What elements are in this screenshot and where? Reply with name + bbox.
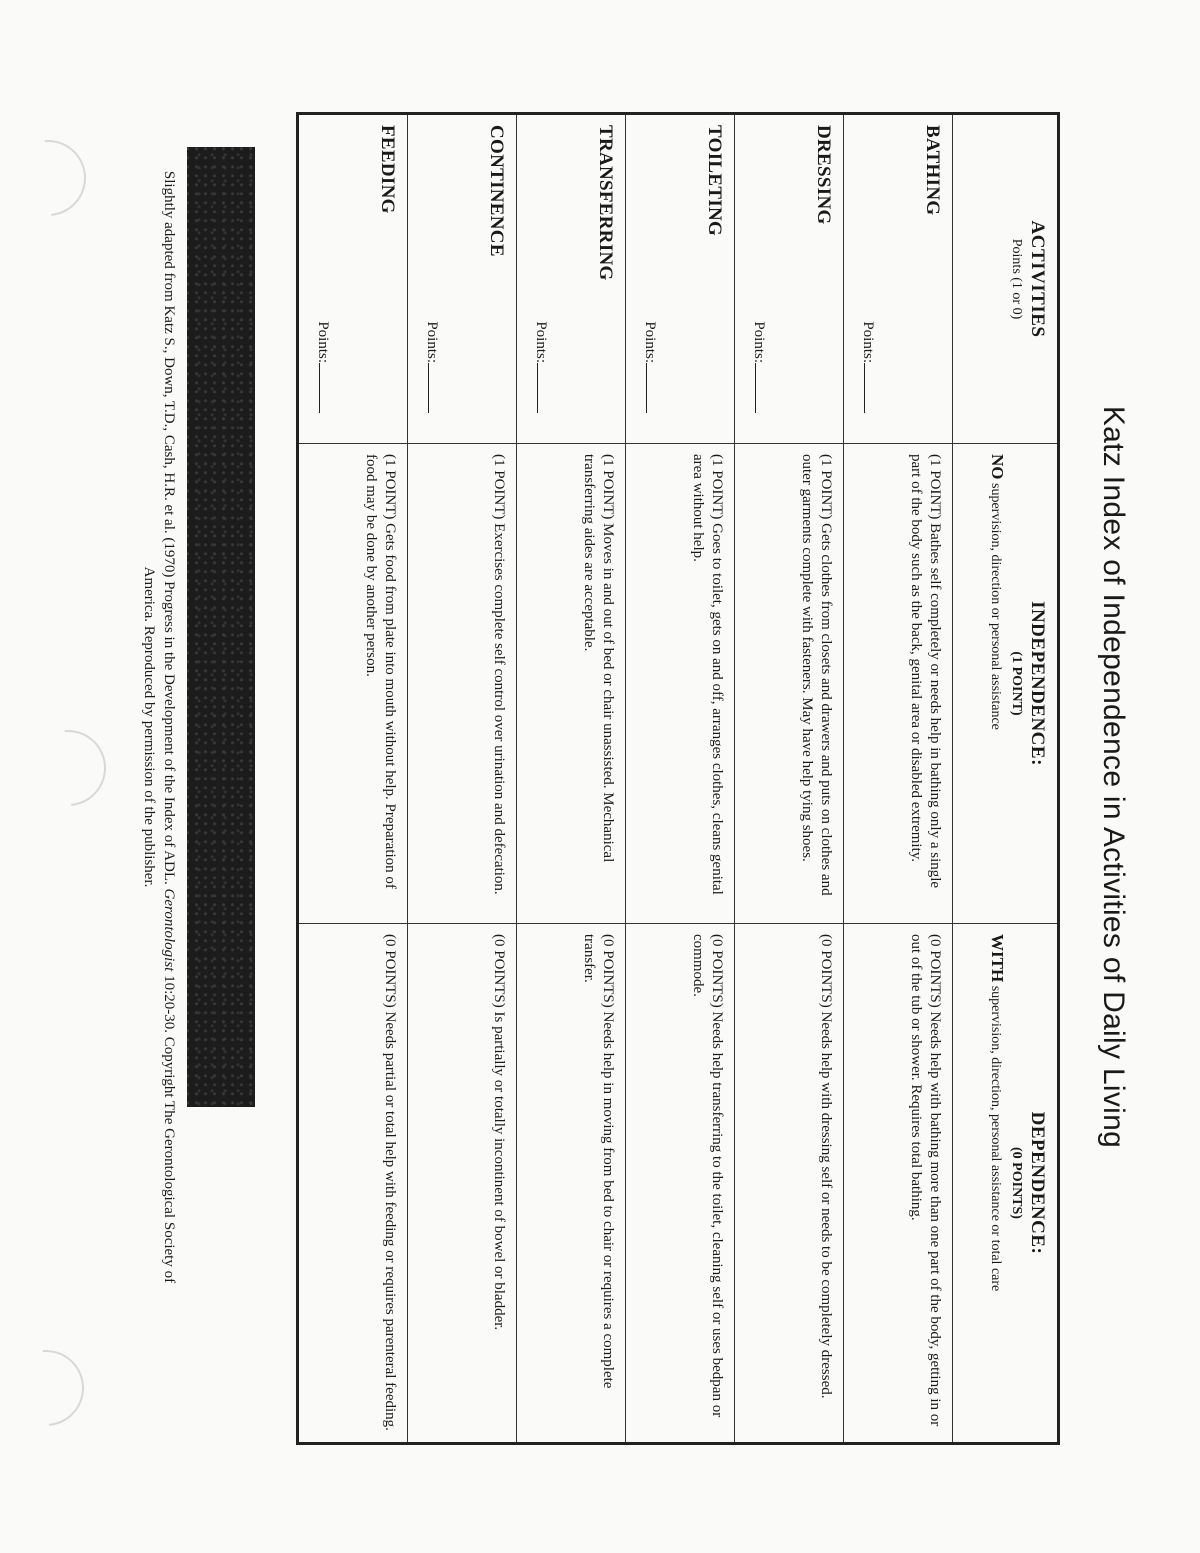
points-label: Points:: [641, 320, 658, 363]
katz-adl-table: [296, 112, 1060, 1445]
activity-name: DRESSING: [813, 124, 834, 225]
independence-description: (1 POINT) Gets clothes from closets and drawers and puts on clothes and outer garments complete with fasteners. May have help tying shoes.: [735, 443, 844, 923]
header-dependence-points: (0 POINTS): [1009, 1146, 1025, 1219]
dependence-description: (0 POINTS) Is partially or totally incontinent of bowel or bladder.: [408, 923, 517, 1443]
points-blank-input[interactable]: [646, 363, 661, 413]
table-header-row: [953, 113, 1059, 1443]
document-title: Katz Index of Independence in Activities of Daily Living: [1097, 405, 1130, 1148]
header-dependence-description: [986, 934, 1008, 1432]
header-independence-description: [986, 454, 1008, 913]
points-field: [313, 321, 334, 413]
dependence-description: (0 POINTS) Needs help in moving from bed to chair or requires a complete transfer.: [517, 923, 626, 1443]
points-label: Points:: [750, 320, 767, 363]
table-row: [298, 113, 408, 1443]
citation-journal: Gerontologist: [161, 888, 177, 971]
points-label: Points:: [532, 320, 549, 363]
dependence-description: (0 POINTS) Needs help with dressing self or needs to be completely dressed.: [735, 923, 844, 1443]
points-blank-input[interactable]: [755, 363, 770, 413]
activity-name: TOILETING: [704, 124, 725, 236]
points-field: [422, 321, 443, 413]
table-row: [626, 113, 735, 1443]
activity-cell-feeding: [298, 113, 408, 443]
header-independence: [953, 443, 1059, 923]
activity-cell-dressing: [735, 113, 844, 443]
citation-text-after: 10:20-30. Copyright The Gerontological Society of America. Reproduced by permission of the publisher.: [141, 566, 177, 1283]
rotated-document: [70, 47, 1130, 1507]
dependence-description: (0 POINTS) Needs help with bathing more than one part of the body, getting in or out of the tub or shower. Requires total bathing.: [844, 923, 953, 1443]
header-dependence: [953, 923, 1059, 1443]
independence-description: (1 POINT) Moves in and out of bed or chair unassisted. Mechanical transferring aides are acceptable.: [517, 443, 626, 923]
points-field: [640, 321, 661, 413]
activity-name: FEEDING: [377, 124, 398, 214]
activity-name: CONTINENCE: [486, 124, 507, 257]
redacted-bar: [187, 147, 255, 1107]
dependence-description: (0 POINTS) Needs partial or total help with feeding or requires parenteral feeding.: [298, 923, 408, 1443]
points-blank-input[interactable]: [319, 363, 334, 413]
header-dependence-title: DEPENDENCE:: [1027, 1111, 1048, 1254]
table-row: [408, 113, 517, 1443]
independence-description: (1 POINT) Bathes self completely or needs help in bathing only a single part of the body such as the back, genital area or disabled extremity.: [844, 443, 953, 923]
points-label: Points:: [314, 320, 331, 363]
header-activities-subtitle: Points (1 or 0): [1009, 238, 1025, 319]
independence-description: (1 POINT) Exercises complete self control over urination and defecation.: [408, 443, 517, 923]
activity-cell-bathing: [844, 113, 953, 443]
header-dependence-text: supervision, direction, personal assistance or total care: [987, 981, 1003, 1291]
header-independence-text: supervision, direction or personal assistance: [987, 479, 1003, 730]
independence-description: (1 POINT) Goes to toilet, gets on and off, arranges clothes, cleans genital area without help.: [626, 443, 735, 923]
header-dependence-lead: WITH: [987, 933, 1007, 982]
points-blank-input[interactable]: [428, 363, 443, 413]
points-field: [858, 321, 879, 413]
dependence-description: (0 POINTS) Needs help transferring to the toilet, cleaning self or uses bedpan or commode.: [626, 923, 735, 1443]
points-blank-input[interactable]: [537, 363, 552, 413]
points-blank-input[interactable]: [864, 363, 879, 413]
header-independence-points: (1 POINT): [1009, 650, 1025, 716]
table-row: [735, 113, 844, 1443]
header-independence-title: INDEPENDENCE:: [1027, 600, 1048, 766]
activity-cell-transferring: [517, 113, 626, 443]
points-field: [531, 321, 552, 413]
citation-text-before: Slightly adapted from Katz S., Down, T.D., Cash, H.R. et al. (1970) Progress in the Development of the Index of ADL.: [161, 170, 177, 889]
independence-description: (1 POINT) Gets food from plate into mouth without help. Preparation of food may be done by another person.: [298, 443, 408, 923]
citation-footer: [139, 167, 178, 1287]
table-row: [844, 113, 953, 1443]
header-activities: [953, 113, 1059, 443]
points-label: Points:: [423, 320, 440, 363]
points-field: [749, 321, 770, 413]
header-activities-title: ACTIVITIES: [1027, 220, 1048, 337]
table-row: [517, 113, 626, 1443]
activity-name: TRANSFERRING: [595, 124, 616, 281]
header-independence-lead: NO: [987, 453, 1007, 479]
points-label: Points:: [859, 320, 876, 363]
activity-cell-continence: [408, 113, 517, 443]
activity-cell-toileting: [626, 113, 735, 443]
activity-name: BATHING: [922, 124, 943, 215]
